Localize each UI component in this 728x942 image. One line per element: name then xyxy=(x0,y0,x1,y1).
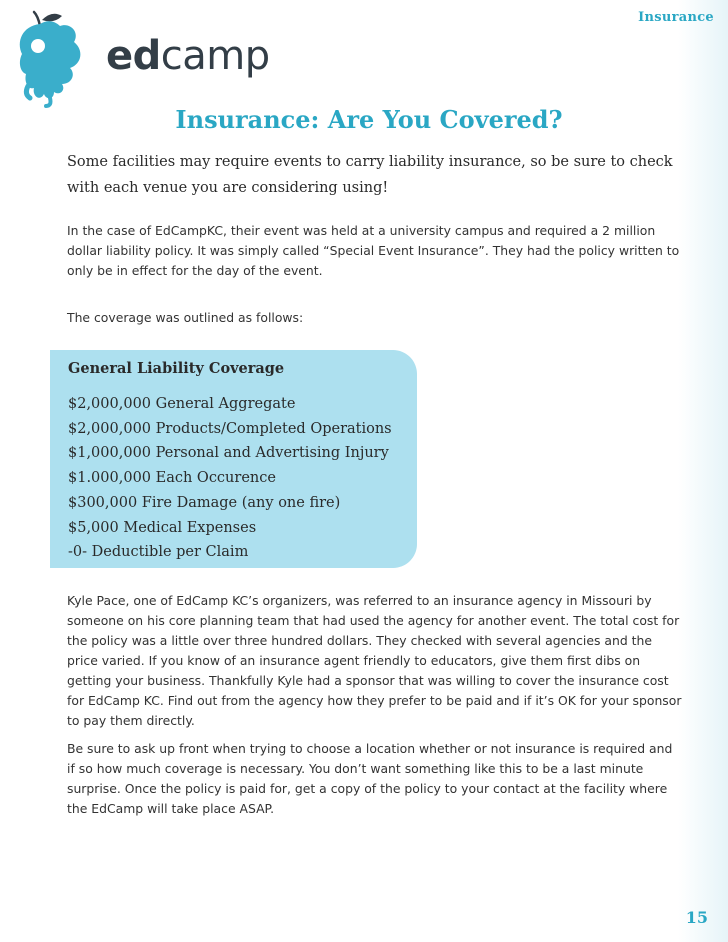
lead-text: Some facilities may require events to carry liability insurance, so be sure to check with each venue you are considering using! xyxy=(67,154,673,196)
page-edge-gradient xyxy=(678,0,728,942)
closing-paragraph: Kyle Pace, one of EdCamp KC’s organizers, was referred to an insurance agency in Missouri by someone on his core planning team that had used the agency for another event. The total cost for the policy was a little over three hundred dollars. They checked with several agencies and the price varied. If you know of an insurance agent friendly to educators, give them first dibs on getting your business. Thankfully Kyle had a sponsor that was willing to cover the insurance cost for EdCamp KC. Find out from the agency how they prefer to be paid and if it’s OK for your sponsor to pay them directly. xyxy=(67,593,682,728)
logo-blob-icon xyxy=(10,8,110,108)
coverage-intro-paragraph: The coverage was outlined as follows: xyxy=(67,310,304,325)
intro-paragraph: In the case of EdCampKC, their event was held at a university campus and required a 2 million dollar liability policy. It was simply called “Special Event Insurance”. They had the policy written to only be in effect for the day of the event. xyxy=(67,223,680,278)
closing-paragraph: Be sure to ask up front when trying to choose a location whether or not insurance is required and if so how much coverage is necessary. You don’t want something like this to be a last minute surprise. Once the policy is paid for, get a copy of the policy to your contact at the facility where the EdCamp will take place ASAP. xyxy=(67,741,673,816)
edcamp-logo xyxy=(10,8,270,108)
coverage-item: $2,000,000 Products/Completed Operations xyxy=(68,420,392,437)
page-number: 15 xyxy=(685,908,708,927)
page-title: Insurance: Are You Covered? xyxy=(175,105,563,134)
coverage-item: $300,000 Fire Damage (any one fire) xyxy=(68,494,341,511)
coverage-item: $2,000,000 General Aggregate xyxy=(68,396,296,412)
coverage-item: $5,000 Medical Expenses xyxy=(68,519,257,536)
logo-wordmark: edcamp xyxy=(106,33,270,79)
section-label: Insurance xyxy=(638,10,714,25)
coverage-item: -0- Deductible per Claim xyxy=(68,544,249,561)
coverage-list xyxy=(68,392,392,565)
coverage-item: $1,000,000 Personal and Advertising Injury xyxy=(68,445,389,462)
coverage-item: $1.000,000 Each Occurence xyxy=(68,470,276,487)
coverage-heading: General Liability Coverage xyxy=(68,360,285,377)
